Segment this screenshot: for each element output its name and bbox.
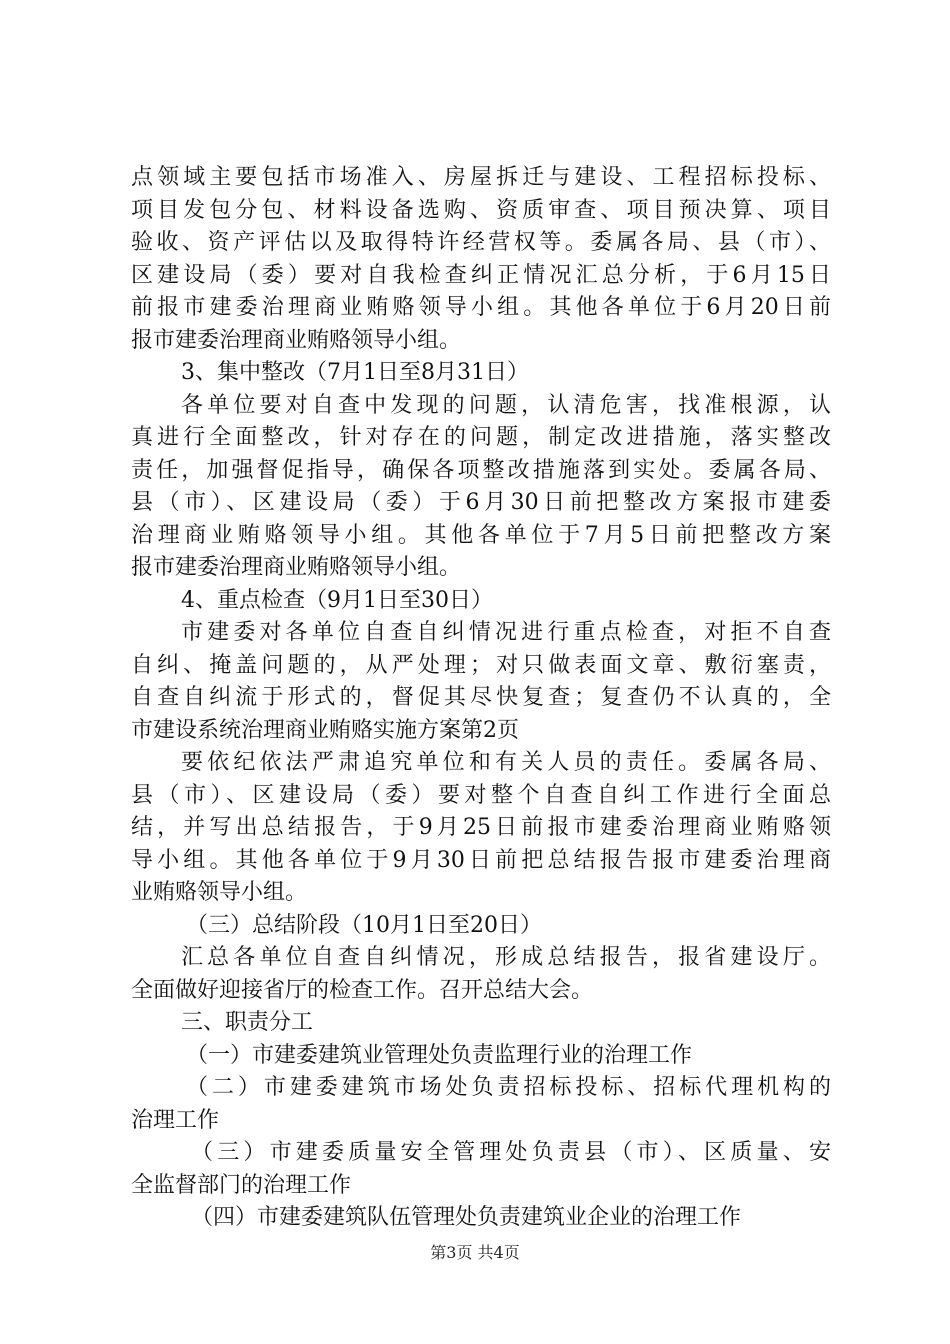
- text-line: 自查自纠流于形式的，督促其尽快复查；复查仍不认真的，全: [131, 685, 831, 710]
- text-line: 全监督部门的治理工作: [131, 1172, 352, 1198]
- text-line: 区建设局（委）要对自我检查纠正情况汇总分析，于6月15日: [131, 262, 831, 288]
- text-line: 治理工作: [131, 1107, 220, 1133]
- text-line: 前报市建委治理商业贿赂领导小组。其他各单位于6月20日前: [131, 295, 831, 320]
- text-line: 自纠、掩盖问题的，从严处理；对只做表面文章、敷衍塞责，: [131, 652, 831, 678]
- text-line: 要依纪依法严肃追究单位和有关人员的责任。委属各局、: [181, 750, 831, 775]
- text-line: 全面做好迎接省厅的检查工作。召开总结大会。: [131, 977, 594, 1003]
- text-line: 导小组。其他各单位于9月30日前把总结报告报市建委治理商: [131, 847, 831, 873]
- text-line: 真进行全面整改，针对存在的问题，制定改进措施，落实整改: [131, 425, 831, 450]
- text-line: 县（市）、区建设局（委）要对整个自查自纠工作进行全面总: [131, 782, 831, 808]
- page-number: 第3页 共4页: [430, 1243, 520, 1262]
- text-line: 报市建委治理商业贿赂领导小组。: [131, 555, 462, 580]
- text-line: 汇总各单位自查自纠情况，形成总结报告，报省建设厅。: [181, 945, 831, 970]
- text-line: 项目发包分包、材料设备选购、资质审查、项目预决算、项目: [131, 197, 831, 223]
- document-body: [131, 162, 831, 1235]
- text-line: 市建设系统治理商业贿赂实施方案第2页: [131, 717, 519, 743]
- text-line: 责任，加强督促指导，确保各项整改措施落到实处。委属各局、: [131, 457, 831, 483]
- section-heading: 3、集中整改（7月1日至8月31日）: [181, 360, 529, 385]
- text-line: 点领域主要包括市场准入、房屋拆迁与建设、工程招标投标、: [131, 165, 831, 190]
- text-line: 县（市）、区建设局（委）于6月30日前把整改方案报市建委: [131, 490, 831, 515]
- text-line: 验收、资产评估以及取得特许经营权等。委属各局、县（市）、: [131, 230, 831, 255]
- list-item: （二）市建委建筑市场处负责招标投标、招标代理机构的: [186, 1075, 831, 1100]
- list-item: （一）市建委建筑业管理处负责监理行业的治理工作: [186, 1042, 693, 1068]
- text-line: 业贿赂领导小组。: [131, 880, 308, 905]
- text-line: 结，并写出总结报告，于9月25日前报市建委治理商业贿赂领: [131, 815, 831, 840]
- text-line: 报市建委治理商业贿赂领导小组。: [131, 327, 462, 353]
- text-line: 市建委对各单位自查自纠情况进行重点检查，对拒不自查: [181, 620, 831, 645]
- section-heading: 4、重点检查（9月1日至30日）: [181, 587, 493, 613]
- section-heading: （三）总结阶段（10月1日至20日）: [186, 912, 542, 938]
- list-item: （三）市建委质量安全管理处负责县（市）、区质量、安: [191, 1140, 831, 1165]
- section-heading: 三、职责分工: [181, 1010, 314, 1035]
- text-line: 各单位要对自查中发现的问题，认清危害，找准根源，认: [181, 392, 831, 418]
- list-item: （四）市建委建筑队伍管理处负责建筑业企业的治理工作: [191, 1205, 742, 1230]
- text-line: 治理商业贿赂领导小组。其他各单位于7月5日前把整改方案: [131, 522, 831, 548]
